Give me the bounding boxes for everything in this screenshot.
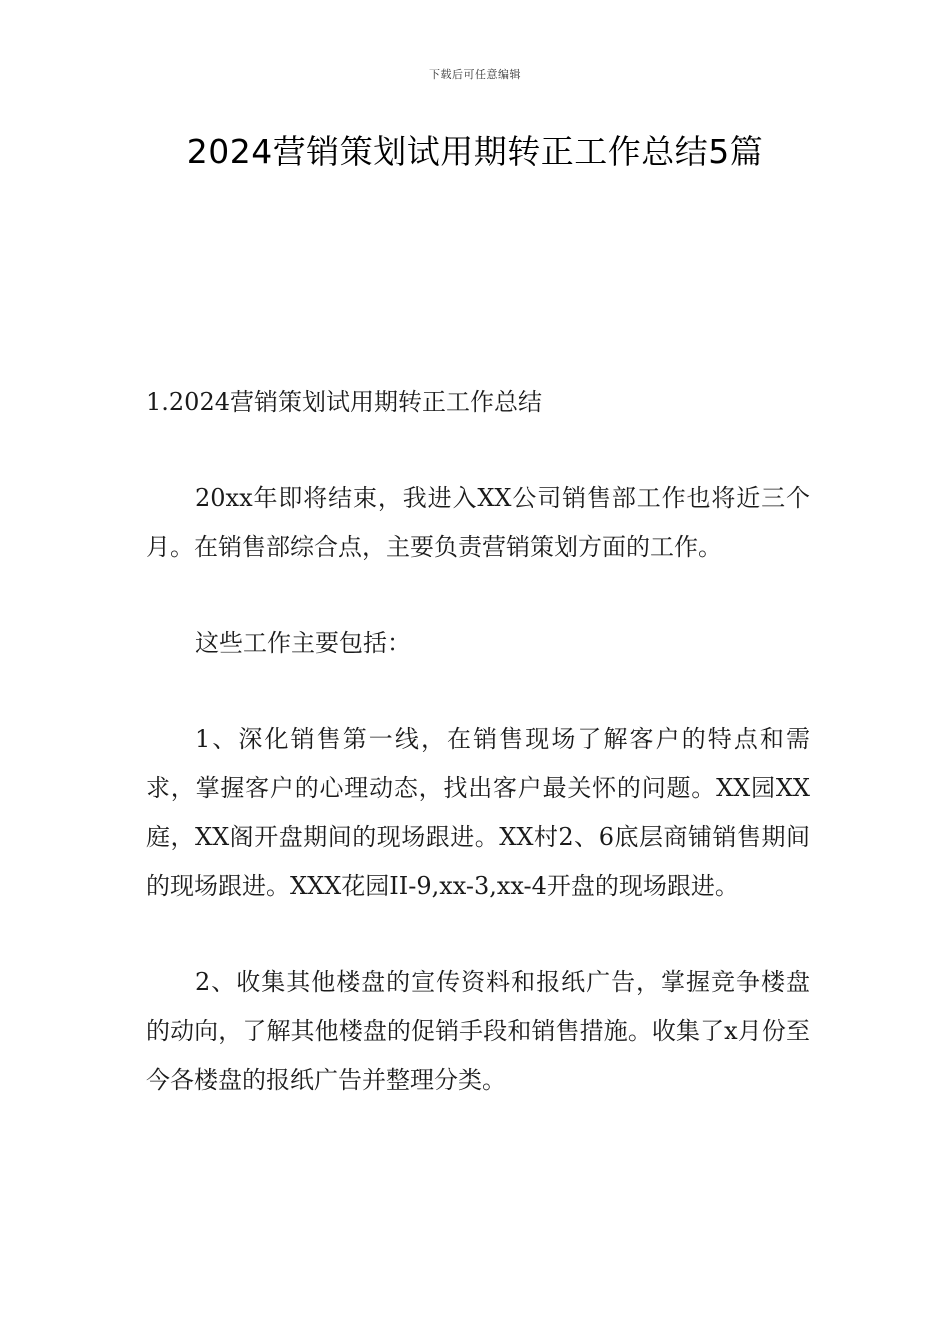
section-heading: 1.2024营销策划试用期转正工作总结 [146,388,542,416]
header-edit-note: 下载后可任意编辑 [429,68,521,81]
paragraph-item-2: 2、收集其他楼盘的宣传资料和报纸广告，掌握竞争楼盘的动向，了解其他楼盘的促销手段和销售措施。收集了x月份至今各楼盘的报纸广告并整理分类。 [146,968,810,1094]
document-title: 2024营销策划试用期转正工作总结5篇 [186,132,764,171]
paragraph-intro: 20xx年即将结束，我进入XX公司销售部工作也将近三个月。在销售部综合点，主要负责营销策划方面的工作。 [146,484,810,561]
paragraph-item-1: 1、深化销售第一线，在销售现场了解客户的特点和需求，掌握客户的心理动态，找出客户最关怀的问题。XX园XX庭，XX阁开盘期间的现场跟进。XX村2、6底层商铺销售期间的现场跟进。XXX花园II-9,xx-3,xx-4开盘的现场跟进。 [146,725,810,900]
document-body [146,378,810,1152]
paragraph-work-includes: 这些工作主要包括： [195,629,411,657]
